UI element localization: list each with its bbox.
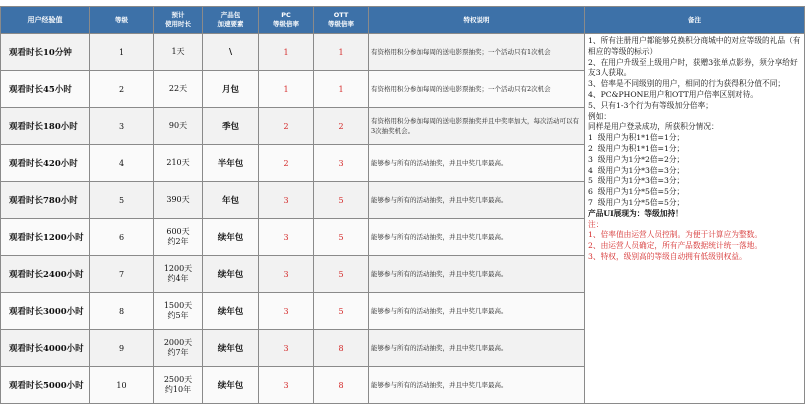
pc-multiplier-cell: 1 bbox=[259, 71, 314, 108]
level-cell: 1 bbox=[90, 34, 154, 71]
ott-multiplier-cell: 8 bbox=[314, 367, 369, 404]
privilege-cell: 能够参与所有的活动抽奖，并且中奖几率最高。 bbox=[369, 367, 585, 404]
ott-multiplier-cell: 8 bbox=[314, 330, 369, 367]
note-line: 1、所有注册用户都能够兑换积分商城中的对应等级的礼品（有相应的等级的标示） bbox=[588, 36, 801, 56]
time-value: 1200天 bbox=[163, 264, 193, 273]
time-value: 约5年 bbox=[167, 311, 189, 320]
exp-cell: 观看时长780小时 bbox=[1, 182, 90, 219]
level-cell: 2 bbox=[90, 71, 154, 108]
exp-cell: 观看时长45小时 bbox=[1, 71, 90, 108]
note-line: 5、只有1-3个行为有等级加分倍率； bbox=[588, 100, 713, 110]
header-privilege: 特权说明 bbox=[369, 7, 585, 34]
time-value: 约7年 bbox=[167, 348, 189, 357]
time-cell bbox=[154, 145, 203, 182]
package-cell: 续年包 bbox=[203, 219, 259, 256]
exp-cell: 观看时长4000小时 bbox=[1, 330, 90, 367]
time-cell bbox=[154, 34, 203, 71]
ott-multiplier-cell: 1 bbox=[314, 71, 369, 108]
time-cell bbox=[154, 330, 203, 367]
header-pc-multiplier: PC 等级倍率 bbox=[259, 7, 314, 34]
time-cell bbox=[154, 293, 203, 330]
ott-multiplier-cell: 5 bbox=[314, 219, 369, 256]
level-cell: 3 bbox=[90, 108, 154, 145]
pc-multiplier-cell: 3 bbox=[259, 367, 314, 404]
level-cell: 6 bbox=[90, 219, 154, 256]
package-cell: 月包 bbox=[203, 71, 259, 108]
package-cell: 续年包 bbox=[203, 293, 259, 330]
exp-cell: 观看时长2400小时 bbox=[1, 256, 90, 293]
level-cell: 10 bbox=[90, 367, 154, 404]
time-cell bbox=[154, 71, 203, 108]
header-user-exp: 用户经验值 bbox=[1, 7, 90, 34]
notes-cell bbox=[585, 34, 805, 404]
privilege-cell: 能够参与所有的活动抽奖，并且中奖几率最高。 bbox=[369, 145, 585, 182]
level-cell: 7 bbox=[90, 256, 154, 293]
note-line: 产品UI展现为：等级加持！ bbox=[588, 208, 683, 218]
time-value: 1天 bbox=[171, 47, 185, 56]
pc-multiplier-cell: 2 bbox=[259, 145, 314, 182]
package-cell: 半年包 bbox=[203, 145, 259, 182]
package-cell: 续年包 bbox=[203, 256, 259, 293]
time-cell bbox=[154, 108, 203, 145]
pc-multiplier-cell: 3 bbox=[259, 219, 314, 256]
ott-multiplier-cell: 1 bbox=[314, 34, 369, 71]
exp-cell: 观看时长10分钟 bbox=[1, 34, 90, 71]
time-value: 210天 bbox=[166, 158, 190, 167]
level-cell: 8 bbox=[90, 293, 154, 330]
ott-multiplier-cell: 5 bbox=[314, 293, 369, 330]
note-line: 3、倍率是不同级别的用户，相同的行为获得积分值不同； bbox=[588, 79, 786, 89]
header-notes: 备注 bbox=[585, 7, 805, 34]
package-cell: 续年包 bbox=[203, 367, 259, 404]
privilege-cell: 有资格用积分参加每周的送电影票抽奖；一个活动只有2次机会 bbox=[369, 71, 585, 108]
time-value: 1500天 bbox=[163, 301, 193, 310]
package-cell: 年包 bbox=[203, 182, 259, 219]
note-line: 1、倍率值由运营人员控制。为便于计算应为整数。 bbox=[588, 230, 763, 240]
pc-multiplier-cell: 2 bbox=[259, 108, 314, 145]
privilege-cell: 能够参与所有的活动抽奖，并且中奖几率最高。 bbox=[369, 256, 585, 293]
exp-cell: 观看时长5000小时 bbox=[1, 367, 90, 404]
time-value: 600天 bbox=[166, 227, 190, 236]
pc-multiplier-cell: 3 bbox=[259, 182, 314, 219]
package-cell: \ bbox=[203, 34, 259, 71]
time-cell bbox=[154, 219, 203, 256]
header-ott-multiplier: OTT 等级倍率 bbox=[314, 7, 369, 34]
note-line: 3 级用户为1分*2倍=2分； bbox=[588, 154, 685, 164]
note-line: 6 级用户为1分*5倍=5分； bbox=[588, 187, 685, 197]
note-line: 同样是用户登录成功，所获积分情况： bbox=[588, 122, 719, 132]
ott-multiplier-cell: 3 bbox=[314, 145, 369, 182]
privilege-cell: 能够参与所有的活动抽奖，并且中奖几率最高。 bbox=[369, 330, 585, 367]
note-line: 2、在用户升级至上级用户时，获赠3张单点影券，须分享给好友3人获取。 bbox=[588, 57, 798, 78]
time-cell bbox=[154, 182, 203, 219]
package-cell: 续年包 bbox=[203, 330, 259, 367]
privilege-cell: 能够参与所有的活动抽奖，并且中奖几率最高。 bbox=[369, 293, 585, 330]
privilege-cell: 能够参与所有的活动抽奖，并且中奖几率最高。 bbox=[369, 182, 585, 219]
header-est-time: 预计 使用时长 bbox=[154, 7, 203, 34]
time-cell bbox=[154, 256, 203, 293]
header-row bbox=[1, 7, 805, 34]
note-line: 2 级用户为积1*1倍=1分； bbox=[588, 143, 685, 153]
note-line: 例如： bbox=[588, 111, 612, 121]
pc-multiplier-cell: 3 bbox=[259, 293, 314, 330]
note-line: 4、PC&PHONE用户和OTT用户倍率区别对待。 bbox=[588, 89, 758, 99]
note-line: 7 级用户为1分*5倍=5分； bbox=[588, 197, 685, 207]
pc-multiplier-cell: 3 bbox=[259, 256, 314, 293]
time-value: 390天 bbox=[166, 195, 190, 204]
time-value: 约4年 bbox=[167, 274, 189, 283]
level-cell: 4 bbox=[90, 145, 154, 182]
note-line: 注： bbox=[588, 219, 604, 229]
pc-multiplier-cell: 1 bbox=[259, 34, 314, 71]
header-level: 等级 bbox=[90, 7, 154, 34]
note-line: 3、特权，级别高的等级自动拥有低级别权益。 bbox=[588, 251, 747, 261]
note-line: 5 级用户为1分*3倍=3分； bbox=[588, 176, 685, 186]
time-value: 2000天 bbox=[163, 338, 193, 347]
exp-cell: 观看时长3000小时 bbox=[1, 293, 90, 330]
ott-multiplier-cell: 5 bbox=[314, 182, 369, 219]
time-cell bbox=[154, 367, 203, 404]
time-value: 约2年 bbox=[167, 237, 189, 246]
time-value: 2500天 bbox=[163, 375, 193, 384]
privilege-cell: 能够参与所有的活动抽奖，并且中奖几率最高。 bbox=[369, 219, 585, 256]
time-value: 约10年 bbox=[164, 385, 192, 394]
note-line: 1 级用户为积1*1倍=1分； bbox=[588, 133, 685, 143]
package-cell: 季包 bbox=[203, 108, 259, 145]
exp-cell: 观看时长420小时 bbox=[1, 145, 90, 182]
time-value: 90天 bbox=[168, 121, 188, 130]
privilege-cell: 有资格用积分参加每周的送电影票抽奖；一个活动只有1次机会 bbox=[369, 34, 585, 71]
level-table bbox=[0, 6, 805, 404]
table-body bbox=[1, 34, 805, 404]
privilege-cell: 有资格用积分参加每周的送电影票抽奖并且中奖率加大，每次活动可以有3次抽奖机会。 bbox=[369, 108, 585, 145]
time-value: 22天 bbox=[168, 84, 188, 93]
ott-multiplier-cell: 5 bbox=[314, 256, 369, 293]
table-row bbox=[1, 34, 805, 71]
exp-cell: 观看时长180小时 bbox=[1, 108, 90, 145]
exp-cell: 观看时长1200小时 bbox=[1, 219, 90, 256]
header-package: 产品包 加速要素 bbox=[203, 7, 259, 34]
note-line: 2、由运营人员确定，所有产品数据统计统一落地。 bbox=[588, 241, 763, 251]
ott-multiplier-cell: 2 bbox=[314, 108, 369, 145]
pc-multiplier-cell: 3 bbox=[259, 330, 314, 367]
note-line: 4 级用户为1分*3倍=3分； bbox=[588, 165, 685, 175]
level-cell: 9 bbox=[90, 330, 154, 367]
level-cell: 5 bbox=[90, 182, 154, 219]
